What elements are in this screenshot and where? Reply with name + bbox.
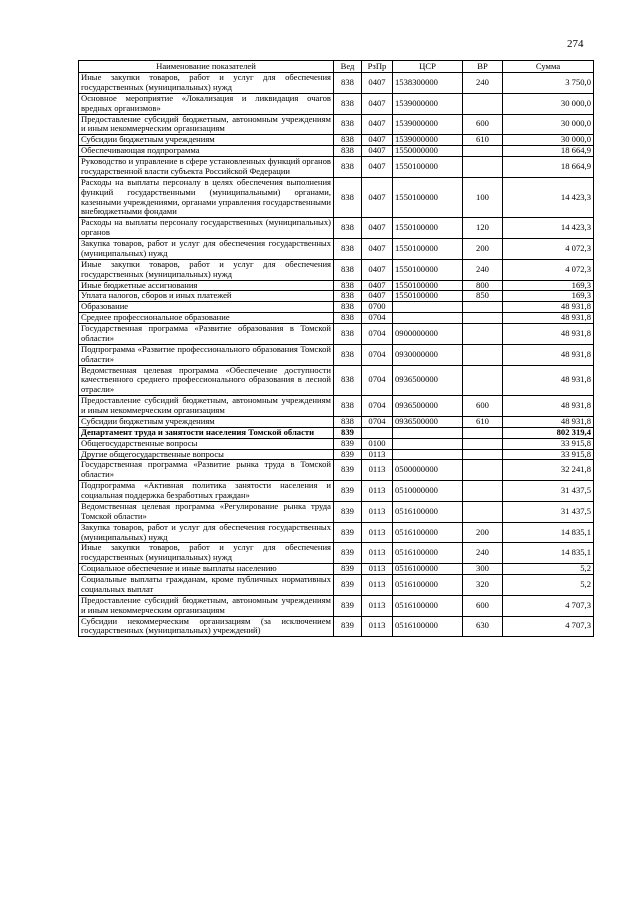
- row-name-cell: Иные бюджетные ассигнования: [79, 280, 334, 291]
- row-ved-cell: 839: [334, 595, 362, 616]
- header-vr: ВР: [463, 61, 503, 73]
- row-ved-cell: 839: [334, 427, 362, 438]
- row-vr-cell: 630: [463, 616, 503, 637]
- row-vr-cell: [463, 501, 503, 522]
- row-rzpr-cell: 0113: [362, 481, 393, 502]
- row-sum-cell: 5,2: [503, 575, 594, 596]
- row-vr-cell: [463, 438, 503, 449]
- row-name-cell: Закупка товаров, работ и услуг для обеспечения государственных (муниципальных) нужд: [79, 239, 334, 260]
- row-rzpr-cell: 0113: [362, 460, 393, 481]
- row-sum-cell: 48 931,8: [503, 313, 594, 324]
- row-csr-cell: 0516100000: [393, 501, 463, 522]
- row-csr-cell: 1550100000: [393, 259, 463, 280]
- row-ved-cell: 838: [334, 416, 362, 427]
- table-row: [79, 616, 594, 637]
- row-csr-cell: 0936500000: [393, 416, 463, 427]
- row-vr-cell: [463, 313, 503, 324]
- table-row: [79, 177, 594, 218]
- row-csr-cell: 1550100000: [393, 177, 463, 218]
- row-sum-cell: 48 931,8: [503, 416, 594, 427]
- row-vr-cell: 850: [463, 291, 503, 302]
- row-rzpr-cell: 0407: [362, 239, 393, 260]
- row-sum-cell: 48 931,8: [503, 396, 594, 417]
- row-rzpr-cell: 0113: [362, 575, 393, 596]
- row-sum-cell: 3 750,0: [503, 73, 594, 94]
- row-rzpr-cell: 0113: [362, 522, 393, 543]
- row-vr-cell: [463, 365, 503, 396]
- row-csr-cell: 0516100000: [393, 595, 463, 616]
- row-rzpr-cell: 0407: [362, 280, 393, 291]
- row-rzpr-cell: 0704: [362, 416, 393, 427]
- row-vr-cell: 600: [463, 595, 503, 616]
- row-name-cell: Другие общегосударственные вопросы: [79, 449, 334, 460]
- row-name-cell: Среднее профессиональное образование: [79, 313, 334, 324]
- table-row: [79, 157, 594, 178]
- row-name-cell: Субсидии бюджетным учреждениям: [79, 135, 334, 146]
- row-rzpr-cell: 0113: [362, 595, 393, 616]
- budget-table: [78, 60, 594, 637]
- row-rzpr-cell: 0113: [362, 449, 393, 460]
- row-name-cell: Ведомственная целевая программа «Обеспечение доступности качественного среднего профессионального образования в лесной отрасли»: [79, 365, 334, 396]
- table-row: [79, 396, 594, 417]
- table-row: [79, 344, 594, 365]
- row-vr-cell: 100: [463, 177, 503, 218]
- table-row: [79, 522, 594, 543]
- row-sum-cell: 14 835,1: [503, 543, 594, 564]
- row-sum-cell: 30 000,0: [503, 135, 594, 146]
- row-name-cell: Закупка товаров, работ и услуг для обеспечения государственных (муниципальных) нужд: [79, 522, 334, 543]
- table-row: [79, 73, 594, 94]
- row-name-cell: Образование: [79, 302, 334, 313]
- table-row: [79, 218, 594, 239]
- table-row: [79, 135, 594, 146]
- row-vr-cell: [463, 93, 503, 114]
- page-number: 274: [567, 38, 584, 50]
- row-sum-cell: 31 437,5: [503, 481, 594, 502]
- table-row: [79, 146, 594, 157]
- table-row: [79, 416, 594, 427]
- row-name-cell: Социальное обеспечение и иные выплаты населению: [79, 564, 334, 575]
- row-sum-cell: 4 707,3: [503, 616, 594, 637]
- row-rzpr-cell: 0704: [362, 324, 393, 345]
- row-ved-cell: 838: [334, 73, 362, 94]
- row-name-cell: Предоставление субсидий бюджетным, автономным учреждениям и иным некоммерческим организациям: [79, 114, 334, 135]
- row-rzpr-cell: 0100: [362, 438, 393, 449]
- row-vr-cell: 240: [463, 543, 503, 564]
- row-sum-cell: 31 437,5: [503, 501, 594, 522]
- row-rzpr-cell: 0113: [362, 616, 393, 637]
- row-ved-cell: 838: [334, 177, 362, 218]
- row-rzpr-cell: 0407: [362, 93, 393, 114]
- table-row: [79, 114, 594, 135]
- table-row: [79, 427, 594, 438]
- row-csr-cell: 1550000000: [393, 146, 463, 157]
- row-sum-cell: 48 931,8: [503, 365, 594, 396]
- row-csr-cell: 1550100000: [393, 291, 463, 302]
- row-csr-cell: 1539000000: [393, 93, 463, 114]
- row-vr-cell: 240: [463, 73, 503, 94]
- row-ved-cell: 839: [334, 501, 362, 522]
- row-vr-cell: [463, 344, 503, 365]
- row-sum-cell: 5,2: [503, 564, 594, 575]
- table-row: [79, 575, 594, 596]
- row-csr-cell: [393, 302, 463, 313]
- row-csr-cell: 1539000000: [393, 135, 463, 146]
- row-sum-cell: 14 423,3: [503, 177, 594, 218]
- table-row: [79, 259, 594, 280]
- row-rzpr-cell: 0407: [362, 146, 393, 157]
- row-vr-cell: 600: [463, 396, 503, 417]
- row-vr-cell: 240: [463, 259, 503, 280]
- table-row: [79, 324, 594, 345]
- row-rzpr-cell: [362, 427, 393, 438]
- row-csr-cell: 0930000000: [393, 344, 463, 365]
- row-vr-cell: 200: [463, 239, 503, 260]
- row-name-cell: Государственная программа «Развитие образования в Томской области»: [79, 324, 334, 345]
- row-ved-cell: 838: [334, 146, 362, 157]
- row-vr-cell: 600: [463, 114, 503, 135]
- row-sum-cell: 14 423,3: [503, 218, 594, 239]
- row-name-cell: Предоставление субсидий бюджетным, автономным учреждениям и иным некоммерческим организациям: [79, 595, 334, 616]
- row-sum-cell: 33 915,8: [503, 449, 594, 460]
- row-name-cell: Руководство и управление в сфере установленных функций органов государственной власти субъекта Российской Федерации: [79, 157, 334, 178]
- table-row: [79, 365, 594, 396]
- row-csr-cell: 0516100000: [393, 543, 463, 564]
- row-name-cell: Расходы на выплаты персоналу в целях обеспечения выполнения функций государственными (муниципальными) органами, казенными учреждениями, органами управления государственными внебюджетными фондами: [79, 177, 334, 218]
- row-sum-cell: 802 319,4: [503, 427, 594, 438]
- row-rzpr-cell: 0700: [362, 302, 393, 313]
- row-csr-cell: 0500000000: [393, 460, 463, 481]
- row-ved-cell: 839: [334, 564, 362, 575]
- row-ved-cell: 838: [334, 291, 362, 302]
- row-csr-cell: [393, 427, 463, 438]
- row-sum-cell: 48 931,8: [503, 302, 594, 313]
- row-name-cell: Государственная программа «Развитие рынка труда в Томской области»: [79, 460, 334, 481]
- table-row: [79, 438, 594, 449]
- row-vr-cell: 320: [463, 575, 503, 596]
- row-vr-cell: 610: [463, 416, 503, 427]
- row-csr-cell: [393, 313, 463, 324]
- row-name-cell: Иные закупки товаров, работ и услуг для обеспечения государственных (муниципальных) нужд: [79, 259, 334, 280]
- row-vr-cell: [463, 481, 503, 502]
- row-rzpr-cell: 0407: [362, 218, 393, 239]
- row-ved-cell: 838: [334, 344, 362, 365]
- row-sum-cell: 32 241,8: [503, 460, 594, 481]
- table-row: [79, 239, 594, 260]
- row-csr-cell: 1550100000: [393, 218, 463, 239]
- row-ved-cell: 838: [334, 302, 362, 313]
- row-name-cell: Основное мероприятие «Локализация и ликвидация очагов вредных организмов»: [79, 93, 334, 114]
- row-vr-cell: [463, 460, 503, 481]
- row-name-cell: Уплата налогов, сборов и иных платежей: [79, 291, 334, 302]
- table-body: [79, 73, 594, 637]
- row-ved-cell: 838: [334, 313, 362, 324]
- table-row: [79, 449, 594, 460]
- row-csr-cell: 0516100000: [393, 564, 463, 575]
- row-name-cell: Ведомственная целевая программа «Регулирование рынка труда Томской области»: [79, 501, 334, 522]
- table-row: [79, 313, 594, 324]
- row-sum-cell: 48 931,8: [503, 324, 594, 345]
- row-vr-cell: 800: [463, 280, 503, 291]
- row-csr-cell: [393, 449, 463, 460]
- row-sum-cell: 33 915,8: [503, 438, 594, 449]
- row-ved-cell: 839: [334, 460, 362, 481]
- row-vr-cell: 300: [463, 564, 503, 575]
- row-name-cell: Социальные выплаты гражданам, кроме публичных нормативных социальных выплат: [79, 575, 334, 596]
- row-csr-cell: 1550100000: [393, 280, 463, 291]
- row-ved-cell: 838: [334, 396, 362, 417]
- row-ved-cell: 838: [334, 93, 362, 114]
- row-sum-cell: 48 931,8: [503, 344, 594, 365]
- row-rzpr-cell: 0704: [362, 396, 393, 417]
- row-csr-cell: 0516100000: [393, 616, 463, 637]
- row-sum-cell: 18 664,9: [503, 157, 594, 178]
- row-vr-cell: 120: [463, 218, 503, 239]
- table-row: [79, 291, 594, 302]
- row-name-cell: Иные закупки товаров, работ и услуг для обеспечения государственных (муниципальных) нужд: [79, 543, 334, 564]
- row-name-cell: Подпрограмма «Развитие профессионального образования Томской области»: [79, 344, 334, 365]
- row-rzpr-cell: 0407: [362, 291, 393, 302]
- row-rzpr-cell: 0704: [362, 344, 393, 365]
- row-ved-cell: 839: [334, 575, 362, 596]
- row-rzpr-cell: 0704: [362, 365, 393, 396]
- row-vr-cell: [463, 146, 503, 157]
- row-ved-cell: 839: [334, 449, 362, 460]
- row-ved-cell: 838: [334, 365, 362, 396]
- header-sum: Сумма: [503, 61, 594, 73]
- row-ved-cell: 838: [334, 239, 362, 260]
- row-vr-cell: 610: [463, 135, 503, 146]
- row-rzpr-cell: 0407: [362, 135, 393, 146]
- row-ved-cell: 838: [334, 280, 362, 291]
- row-rzpr-cell: 0704: [362, 313, 393, 324]
- row-ved-cell: 838: [334, 114, 362, 135]
- row-name-cell: Предоставление субсидий бюджетным, автономным учреждениям и иным некоммерческим организациям: [79, 396, 334, 417]
- row-ved-cell: 839: [334, 522, 362, 543]
- row-sum-cell: 4 707,3: [503, 595, 594, 616]
- row-rzpr-cell: 0113: [362, 564, 393, 575]
- table-row: [79, 543, 594, 564]
- row-ved-cell: 838: [334, 157, 362, 178]
- row-sum-cell: 4 072,3: [503, 259, 594, 280]
- row-rzpr-cell: 0407: [362, 177, 393, 218]
- row-rzpr-cell: 0407: [362, 157, 393, 178]
- row-vr-cell: [463, 324, 503, 345]
- row-rzpr-cell: 0407: [362, 259, 393, 280]
- row-sum-cell: 30 000,0: [503, 93, 594, 114]
- row-csr-cell: 0516100000: [393, 522, 463, 543]
- row-csr-cell: 0936500000: [393, 365, 463, 396]
- row-ved-cell: 839: [334, 438, 362, 449]
- row-name-cell: Субсидии бюджетным учреждениям: [79, 416, 334, 427]
- row-csr-cell: 1550100000: [393, 239, 463, 260]
- row-csr-cell: 0516100000: [393, 575, 463, 596]
- row-ved-cell: 839: [334, 616, 362, 637]
- row-sum-cell: 18 664,9: [503, 146, 594, 157]
- row-vr-cell: [463, 157, 503, 178]
- header-rzpr: РзПр: [362, 61, 393, 73]
- row-vr-cell: 200: [463, 522, 503, 543]
- row-sum-cell: 30 000,0: [503, 114, 594, 135]
- row-vr-cell: [463, 427, 503, 438]
- row-sum-cell: 169,3: [503, 291, 594, 302]
- table-row: [79, 280, 594, 291]
- row-rzpr-cell: 0113: [362, 543, 393, 564]
- row-name-cell: Обеспечивающая подпрограмма: [79, 146, 334, 157]
- row-ved-cell: 839: [334, 543, 362, 564]
- row-ved-cell: 838: [334, 259, 362, 280]
- header-csr: ЦСР: [393, 61, 463, 73]
- row-sum-cell: 4 072,3: [503, 239, 594, 260]
- row-name-cell: Департамент труда и занятости населения Томской области: [79, 427, 334, 438]
- row-rzpr-cell: 0407: [362, 114, 393, 135]
- row-ved-cell: 838: [334, 218, 362, 239]
- table-row: [79, 481, 594, 502]
- table-row: [79, 501, 594, 522]
- table-header-row: [79, 61, 594, 73]
- row-name-cell: Общегосударственные вопросы: [79, 438, 334, 449]
- table-row: [79, 460, 594, 481]
- row-csr-cell: 1550100000: [393, 157, 463, 178]
- row-csr-cell: 0900000000: [393, 324, 463, 345]
- row-name-cell: Подпрограмма «Активная политика занятости населения и социальная поддержка безработных граждан»: [79, 481, 334, 502]
- row-csr-cell: 0510000000: [393, 481, 463, 502]
- header-name: Наименование показателей: [79, 61, 334, 73]
- table-row: [79, 93, 594, 114]
- row-name-cell: Субсидии некоммерческим организациям (за исключением государственных (муниципальных) учреждений): [79, 616, 334, 637]
- row-ved-cell: 839: [334, 481, 362, 502]
- row-csr-cell: 0936500000: [393, 396, 463, 417]
- row-name-cell: Расходы на выплаты персоналу государственных (муниципальных) органов: [79, 218, 334, 239]
- row-sum-cell: 14 835,1: [503, 522, 594, 543]
- row-ved-cell: 838: [334, 324, 362, 345]
- row-rzpr-cell: 0407: [362, 73, 393, 94]
- row-sum-cell: 169,3: [503, 280, 594, 291]
- row-rzpr-cell: 0113: [362, 501, 393, 522]
- row-csr-cell: 1538300000: [393, 73, 463, 94]
- table-row: [79, 595, 594, 616]
- row-name-cell: Иные закупки товаров, работ и услуг для обеспечения государственных (муниципальных) нужд: [79, 73, 334, 94]
- row-csr-cell: [393, 438, 463, 449]
- header-ved: Вед: [334, 61, 362, 73]
- table-row: [79, 302, 594, 313]
- row-vr-cell: [463, 449, 503, 460]
- table-row: [79, 564, 594, 575]
- row-vr-cell: [463, 302, 503, 313]
- row-ved-cell: 838: [334, 135, 362, 146]
- row-csr-cell: 1539000000: [393, 114, 463, 135]
